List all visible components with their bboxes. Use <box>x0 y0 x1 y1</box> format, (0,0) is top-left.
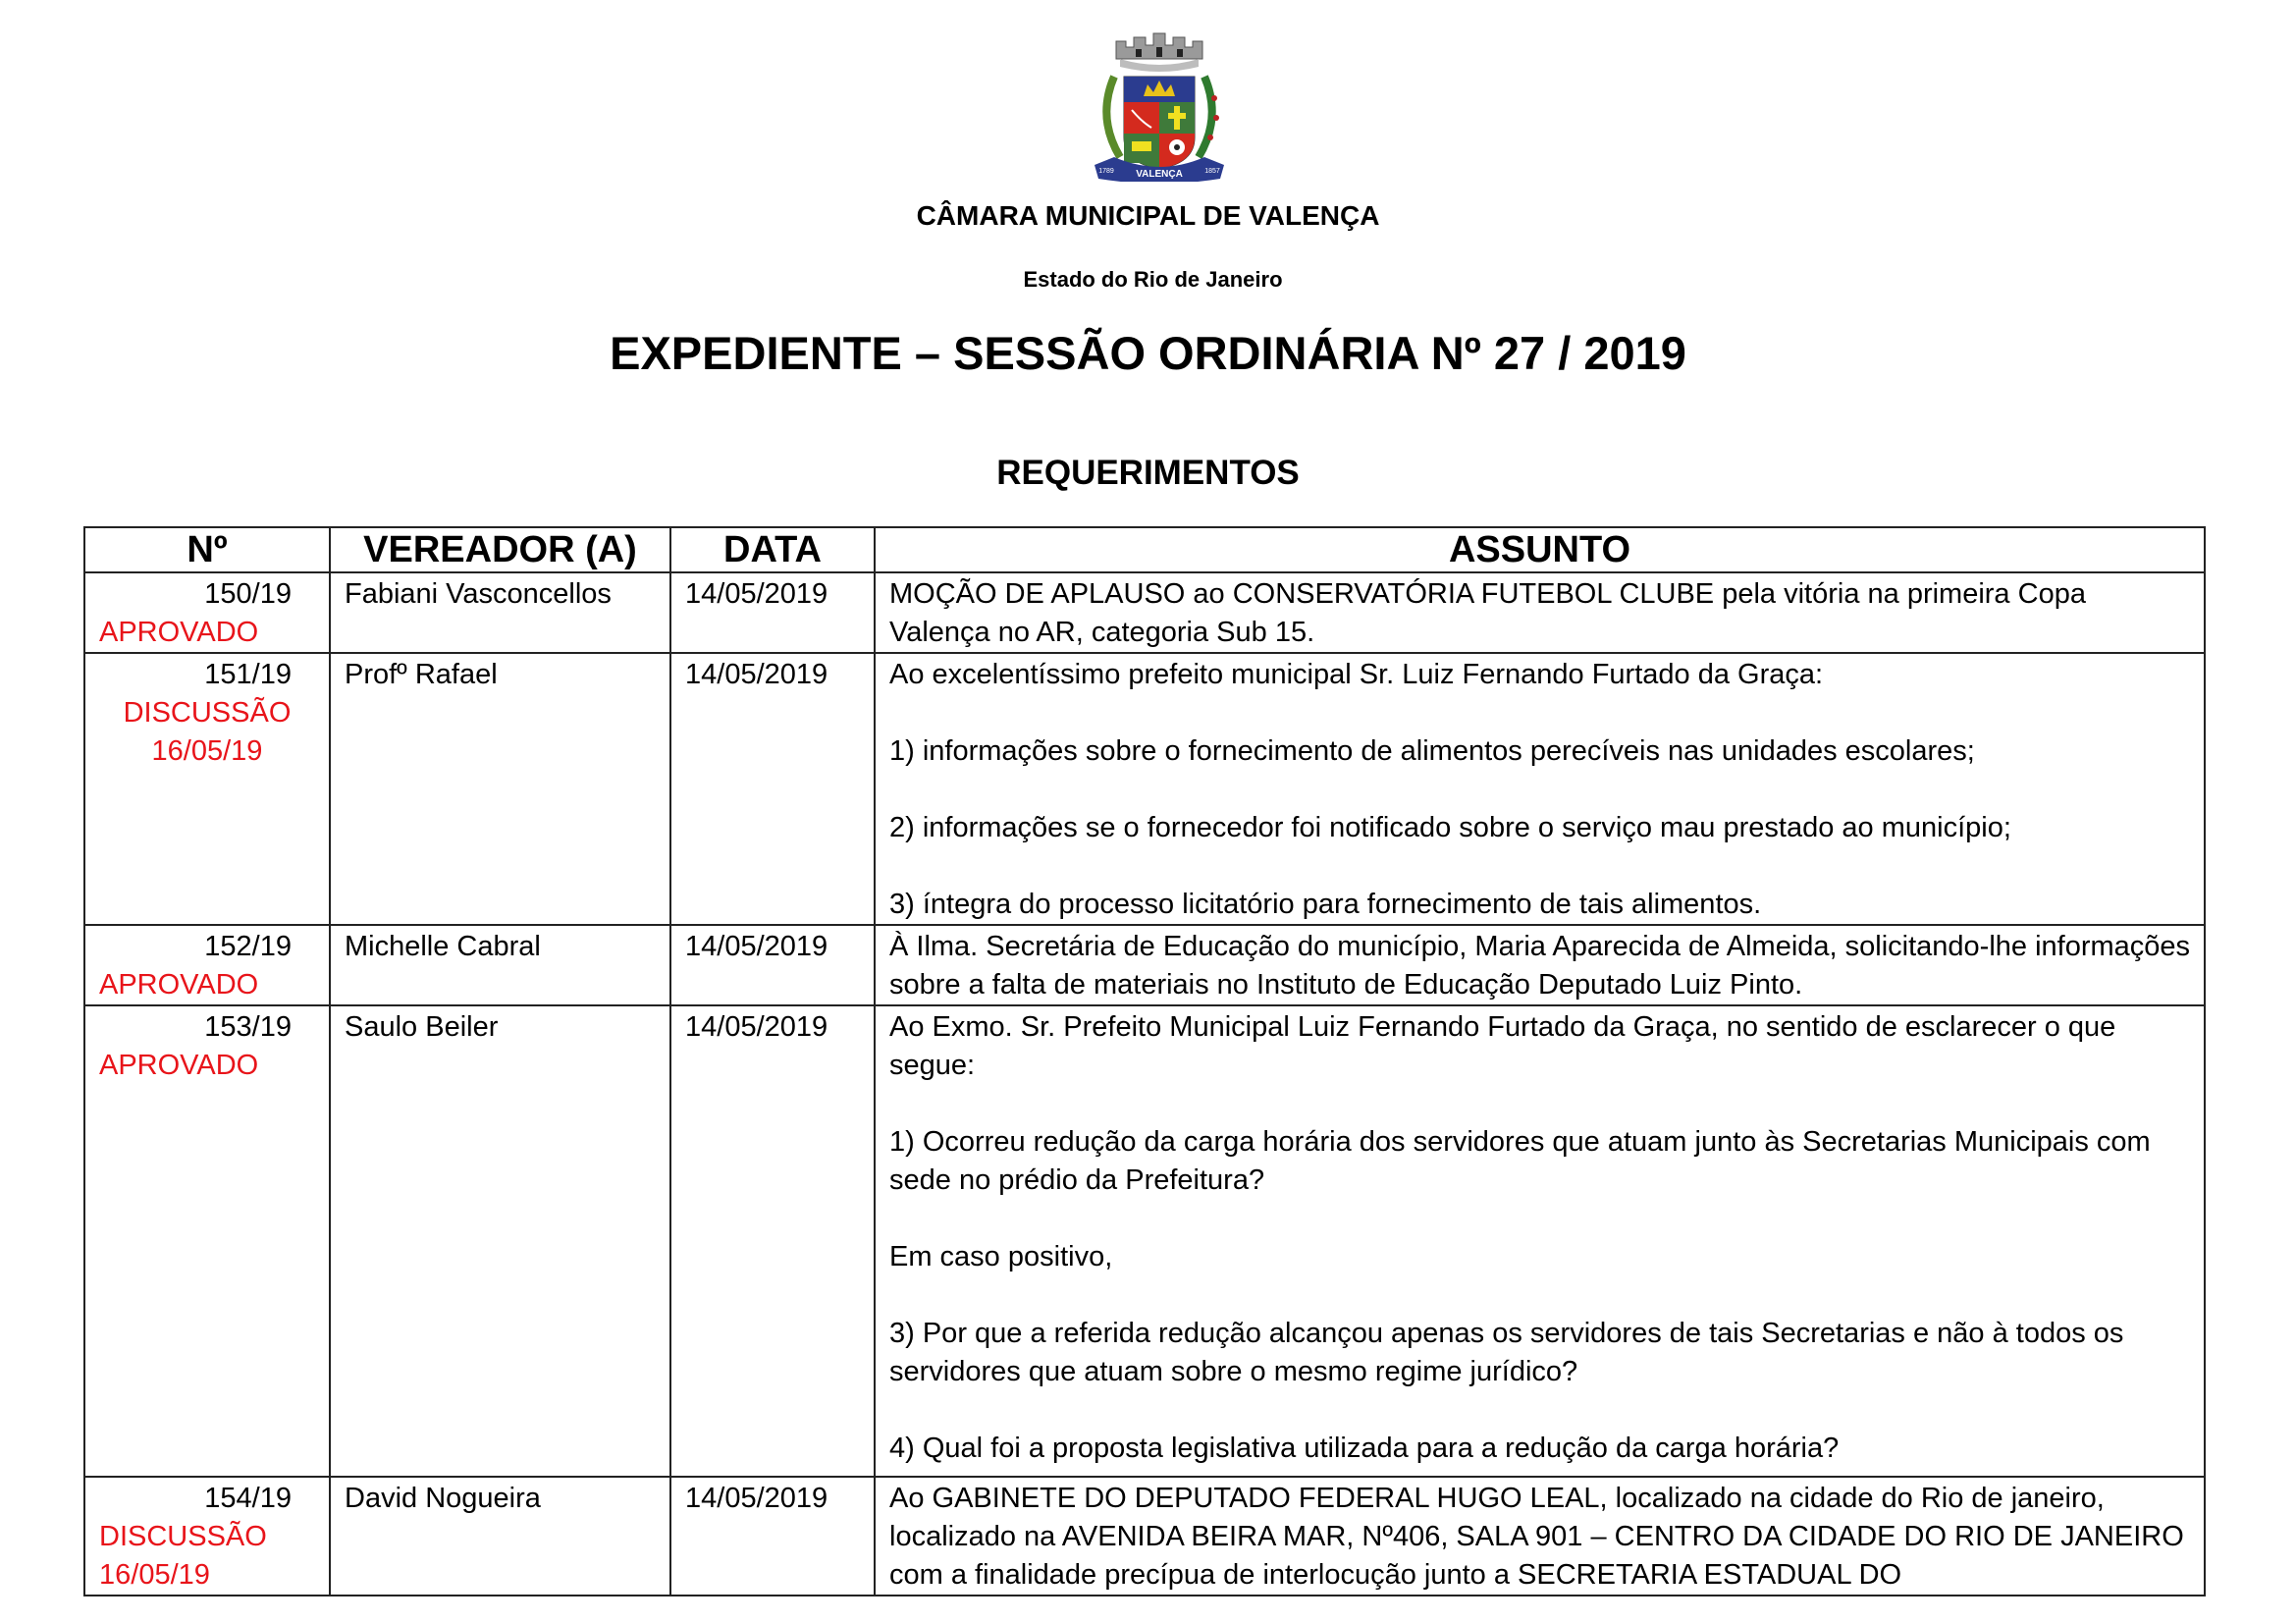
subject-item: Em caso positivo, <box>889 1241 1113 1272</box>
cell-subject <box>875 653 2205 925</box>
paragraph-gap <box>889 847 2194 886</box>
cell-number <box>84 1477 330 1596</box>
cell-number <box>84 925 330 1005</box>
paragraph-gap <box>889 1200 2194 1238</box>
request-date: 14/05/2019 <box>670 1477 875 1596</box>
vereador-name: Saulo Beiler <box>330 1005 670 1477</box>
state-name: Estado do Rio de Janeiro <box>1023 267 1283 292</box>
vereador-name: David Nogueira <box>330 1477 670 1596</box>
table-row <box>84 1477 2205 1596</box>
status-badge: APROVADO <box>99 617 259 648</box>
cell-subject <box>875 1477 2205 1596</box>
status-date: 16/05/19 <box>151 735 263 767</box>
request-date: 14/05/2019 <box>670 925 875 1005</box>
cell-subject <box>875 572 2205 653</box>
cell-number <box>84 1005 330 1477</box>
column-header-vereador: VEREADOR (A) <box>330 527 670 572</box>
subject-item: 3) íntegra do processo licitatório para fornecimento de tais alimentos. <box>889 889 1762 920</box>
cell-number <box>84 653 330 925</box>
request-date: 14/05/2019 <box>670 653 875 925</box>
vereador-name: Fabiani Vasconcellos <box>330 572 670 653</box>
cell-subject <box>875 925 2205 1005</box>
table-row <box>84 653 2205 925</box>
column-header-date: DATA <box>670 527 875 572</box>
table-row <box>84 1005 2205 1477</box>
subject-text: Ao GABINETE DO DEPUTADO FEDERAL HUGO LEAL, localizado na cidade do Rio de janeiro, localizado na AVENIDA BEIRA MAR, Nº406, SALA 901 – CENTRO DA CIDADE DO RIO DE JANEIRO com a finalidade precípua de interlocução junto a SECRETARIA ESTADUAL DO <box>889 1483 2184 1591</box>
request-number: 154/19 <box>204 1483 292 1514</box>
table-header-row <box>84 527 2205 572</box>
organization-name: CÂMARA MUNICIPAL DE VALENÇA <box>916 200 1380 231</box>
column-header-number: Nº <box>84 527 330 572</box>
cell-number <box>84 572 330 653</box>
status-date: 16/05/19 <box>99 1559 210 1591</box>
vereador-name: Profº Rafael <box>330 653 670 925</box>
request-date: 14/05/2019 <box>670 1005 875 1477</box>
request-number: 152/19 <box>204 931 292 962</box>
subject-item: 3) Por que a referida redução alcançou apenas os servidores de tais Secretarias e não à todos os servidores que atuam sobre o mesmo regime jurídico? <box>889 1318 2124 1387</box>
subject-text: MOÇÃO DE APLAUSO ao CONSERVATÓRIA FUTEBOL CLUBE pela vitória na primeira Copa Valença no AR, categoria Sub 15. <box>889 578 2086 648</box>
paragraph-gap <box>889 1085 2194 1123</box>
paragraph-gap <box>889 1276 2194 1315</box>
column-header-subject: ASSUNTO <box>875 527 2205 572</box>
crest-year-left: 1789 <box>1098 168 1114 175</box>
table-row <box>84 925 2205 1005</box>
city-coat-of-arms <box>1075 20 1242 182</box>
coat-of-arms-emblem <box>1075 20 1242 182</box>
table-row <box>84 572 2205 653</box>
subject-text: Ao Exmo. Sr. Prefeito Municipal Luiz Fernando Furtado da Graça, no sentido de esclarecer o que segue: <box>889 1011 2116 1081</box>
requerimentos-table <box>83 526 2206 1596</box>
paragraph-gap <box>889 694 2194 732</box>
request-number: 150/19 <box>204 578 292 610</box>
paragraph-gap <box>889 1391 2194 1430</box>
document-title: EXPEDIENTE – SESSÃO ORDINÁRIA Nº 27 / 2019 <box>610 327 1686 379</box>
section-heading: REQUERIMENTOS <box>996 454 1300 492</box>
paragraph-gap <box>889 771 2194 809</box>
status-badge: APROVADO <box>99 1050 259 1081</box>
request-date: 14/05/2019 <box>670 572 875 653</box>
crest-year-right: 1857 <box>1204 168 1220 175</box>
status-badge: DISCUSSÃO <box>123 697 292 729</box>
subject-item: 1) informações sobre o fornecimento de alimentos perecíveis nas unidades escolares; <box>889 735 1975 767</box>
status-badge: APROVADO <box>99 969 259 1001</box>
request-number: 153/19 <box>204 1011 292 1043</box>
cell-subject <box>875 1005 2205 1477</box>
vereador-name: Michelle Cabral <box>330 925 670 1005</box>
subject-text: Ao excelentíssimo prefeito municipal Sr. Luiz Fernando Furtado da Graça: <box>889 659 1824 690</box>
crest-motto: VALENÇA <box>1136 169 1183 180</box>
subject-text: À Ilma. Secretária de Educação do município, Maria Aparecida de Almeida, solicitando-lhe informações sobre a falta de materiais no Instituto de Educação Deputado Luiz Pinto. <box>889 931 2191 1001</box>
status-badge: DISCUSSÃO <box>99 1521 267 1552</box>
request-number: 151/19 <box>204 659 292 690</box>
subject-item: 4) Qual foi a proposta legislativa utilizada para a redução da carga horária? <box>889 1433 1840 1464</box>
subject-item: 2) informações se o fornecedor foi notificado sobre o serviço mau prestado ao município; <box>889 812 2011 843</box>
subject-item: 1) Ocorreu redução da carga horária dos servidores que atuam junto às Secretarias Municipais com sede no prédio da Prefeitura? <box>889 1126 2151 1196</box>
